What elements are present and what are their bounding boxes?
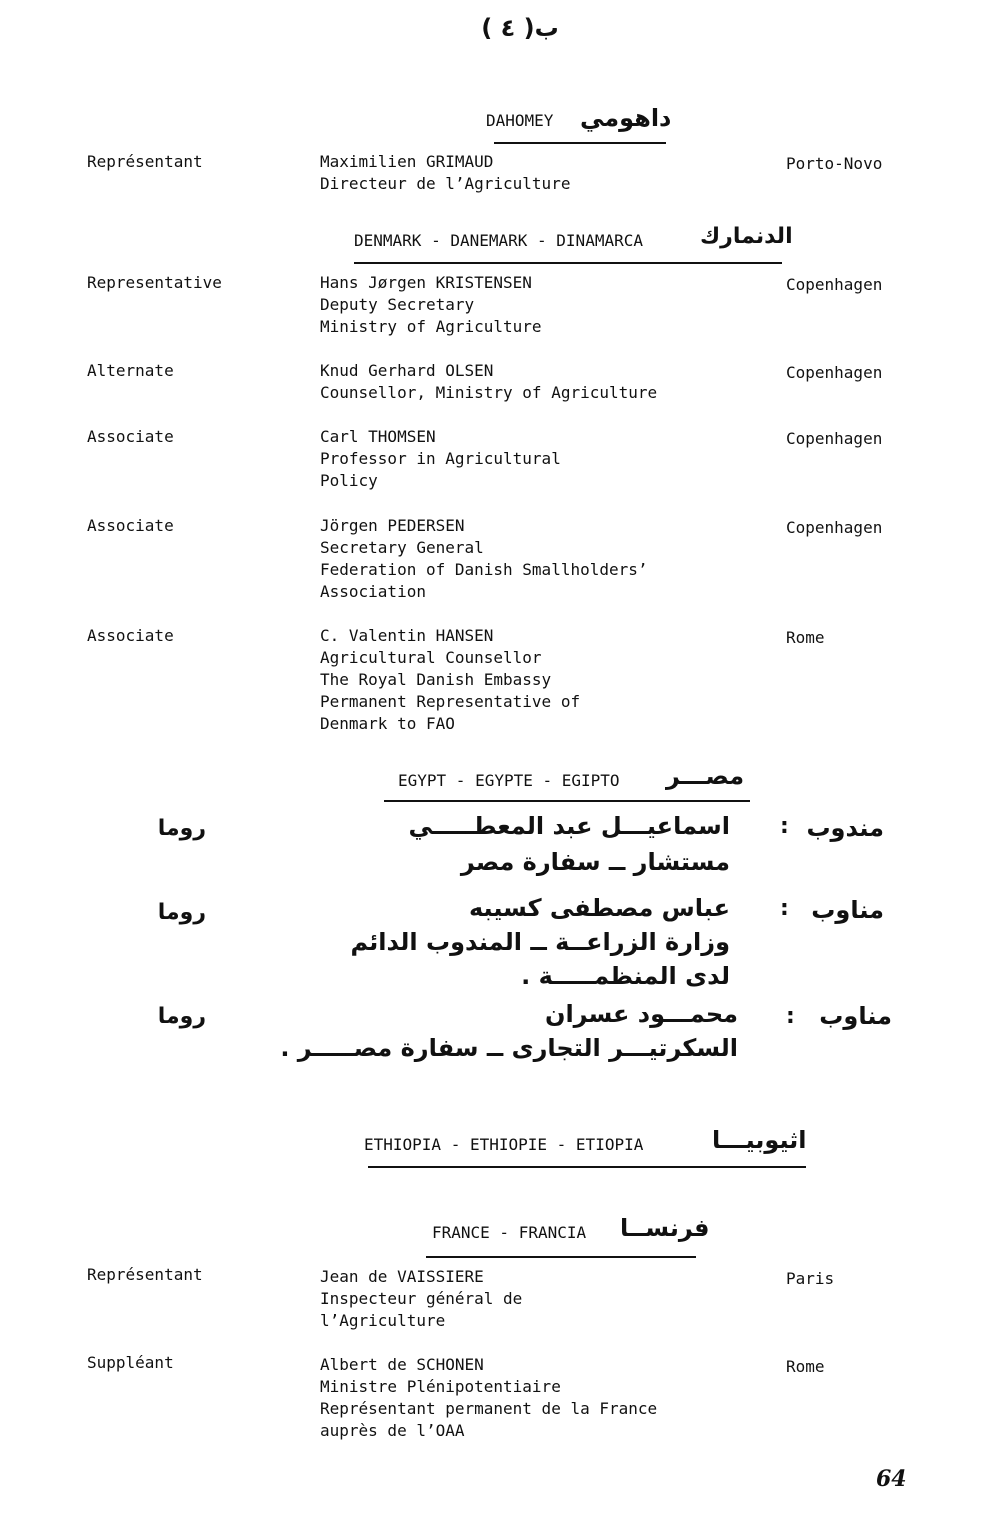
country-name: EGYPT - EGYPTE - EGIPTO (398, 771, 620, 790)
delegate-city: Rome (786, 1357, 825, 1376)
delegate-city: Copenhagen (786, 363, 883, 382)
delegate-line: مستشار ــ سفارة مصر (460, 848, 730, 876)
delegate-title: Inspecteur général de (320, 1289, 523, 1308)
delegate-role: Associate (87, 626, 174, 645)
country-name-arabic: الدنمارك (700, 224, 793, 249)
country-name-arabic: اثيوبيـــا (712, 1126, 807, 1154)
delegate-title: Policy (320, 471, 378, 490)
country-heading-france (420, 1214, 710, 1260)
delegate-title: Federation of Danish Smallholders’ (320, 560, 648, 579)
delegate-title: The Royal Danish Embassy (320, 670, 552, 689)
delegate-details (320, 272, 542, 338)
delegate-role: Représentant (87, 152, 203, 171)
delegate-name: C. Valentin HANSEN (320, 626, 494, 645)
country-heading-egypt (384, 762, 754, 806)
delegate-title: Association (320, 582, 426, 601)
delegate-line: اسماعيـــل عبد المعطـــــي (408, 812, 730, 840)
delegate-details (320, 625, 580, 735)
delegate-role: Associate (87, 516, 174, 535)
delegate-title: Directeur de l’Agriculture (320, 174, 571, 193)
delegate-title: Permanent Representative of (320, 692, 581, 711)
page-top-label: ب( ٤ ) (481, 14, 559, 42)
heading-underline (354, 262, 782, 264)
heading-underline (384, 800, 750, 802)
delegate-title: Représentant permanent de la France (320, 1399, 658, 1418)
delegate-details (320, 1354, 657, 1442)
delegate-colon: : (786, 1004, 795, 1029)
delegate-city: Copenhagen (786, 429, 883, 448)
delegate-city: روما (157, 816, 206, 841)
delegate-line: لدى المنظمـــــة . (521, 962, 730, 990)
delegate-colon: : (780, 814, 789, 839)
country-heading-ethiopia (354, 1126, 814, 1172)
delegate-details (320, 360, 657, 404)
delegate-role: مندوب (806, 814, 884, 842)
delegate-name: Jean de VAISSIERE (320, 1267, 484, 1286)
delegate-role: Alternate (87, 361, 174, 380)
country-name: DAHOMEY (486, 111, 554, 130)
delegate-city: Rome (786, 628, 825, 647)
country-name: FRANCE - FRANCIA (432, 1223, 587, 1242)
delegate-city: Copenhagen (786, 518, 883, 537)
delegate-colon: : (780, 896, 789, 921)
delegate-details (320, 515, 648, 603)
country-name-arabic: فرنســا (620, 1214, 710, 1242)
heading-underline (426, 1256, 696, 1258)
delegate-name: Knud Gerhard OLSEN (320, 361, 494, 380)
delegate-city: Paris (786, 1269, 835, 1288)
country-name-arabic: داهومي (580, 104, 672, 132)
delegate-title: Counsellor, Ministry of Agriculture (320, 383, 658, 402)
delegate-role: Suppléant (87, 1353, 174, 1372)
country-name: DENMARK - DANEMARK - DINAMARCA (354, 231, 643, 250)
delegate-role: Representative (87, 273, 222, 292)
delegate-details (320, 1266, 522, 1332)
delegate-title: Agricultural Counsellor (320, 648, 542, 667)
country-name-arabic: مصـــر (666, 762, 745, 790)
delegate-city: روما (157, 900, 206, 925)
delegate-line: السكرتيـــر التجارى ــ سفارة مصـــــر . (280, 1034, 738, 1062)
delegate-city: روما (157, 1004, 206, 1029)
delegate-title: auprès de l’OAA (320, 1421, 465, 1440)
delegate-name: Carl THOMSEN (320, 427, 436, 446)
delegate-title: Ministre Plénipotentiaire (320, 1377, 561, 1396)
delegate-role: مناوب (811, 896, 884, 924)
delegate-role: مناوب (819, 1002, 892, 1030)
country-name: ETHIOPIA - ETHIOPIE - ETIOPIA (364, 1135, 644, 1154)
heading-underline (494, 142, 666, 144)
delegate-name: Maximilien GRIMAUD (320, 152, 494, 171)
delegate-city: Porto-Novo (786, 154, 883, 173)
country-heading-dahomey (470, 106, 670, 148)
delegate-title: Denmark to FAO (320, 714, 455, 733)
delegate-name: Jörgen PEDERSEN (320, 516, 465, 535)
country-heading-denmark (340, 226, 800, 266)
delegate-title: Secretary General (320, 538, 484, 557)
page-number: 64 (876, 1466, 907, 1492)
delegate-line: محمـــود عسران (544, 1000, 738, 1028)
delegate-details (320, 151, 570, 195)
delegate-line: وزارة الزراعــة ــ المندوب الدائم (350, 928, 730, 956)
delegate-city: Copenhagen (786, 275, 883, 294)
heading-underline (368, 1166, 806, 1168)
delegate-name: Albert de SCHONEN (320, 1355, 484, 1374)
delegate-role: Associate (87, 427, 174, 446)
delegate-name: Hans Jørgen KRISTENSEN (320, 273, 532, 292)
delegate-role: Représentant (87, 1265, 203, 1284)
delegate-line: عباس مصطفى كسيبه (469, 894, 730, 922)
delegate-title: Ministry of Agriculture (320, 317, 542, 336)
delegate-title: Deputy Secretary (320, 295, 475, 314)
delegate-title: l’Agriculture (320, 1311, 446, 1330)
delegate-title: Professor in Agricultural (320, 449, 561, 468)
delegate-details (320, 426, 561, 492)
